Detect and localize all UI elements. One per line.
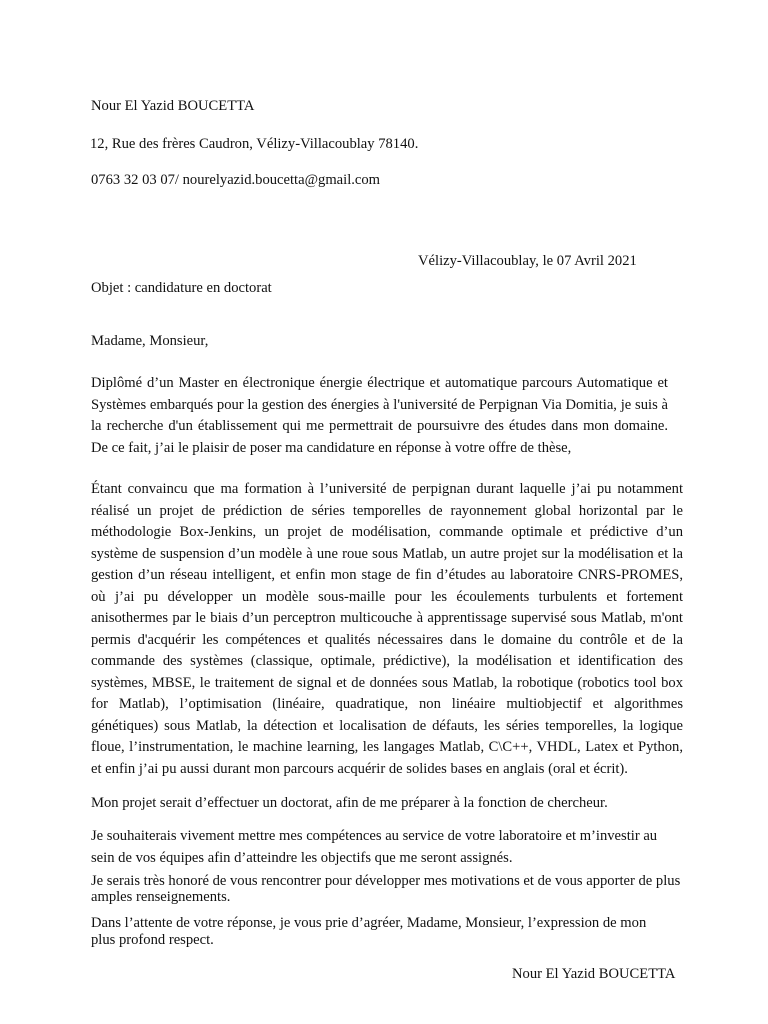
- paragraph-intro: Diplômé d’un Master en électronique énergie électrique et automatique parcours Automatique et Systèmes embarqués pour la gestion des énergies à l'université de Perpignan Via Domitia, je suis à la recherche d'un établissement qui me permettrait de poursuivre des études dans mon domaine. De ce fait, j’ai le plaisir de poser ma candidature en réponse à votre offre de thèse,: [91, 375, 668, 456]
- paragraph-skills: Étant convaincu que ma formation à l’université de perpignan durant laquelle j’ai pu notamment réalisé un projet de prédiction de séries temporelles de rayonnement global horizontal par le méthodologie Box-Jenkins, un projet de modélisation, commande optimale et prédictive d’un système de suspension d’un modèle à une roue sous Matlab, un autre projet sur la modélisation et la gestion d’un réseau intelligent, et enfin mon stage de fin d’études au laboratoire CNRS-PROMES, où j’ai pu développer un modèle sous-maille pour les écoulements turbulents et fortement anisothermes par le biais d’un perceptron multicouche à apprentissage supervisé sous Matlab, m'ont permis d'acquérir les compétences et qualités nécessaires dans le domaine du contrôle et de la commande des systèmes (classique, optimale, prédictive), la modélisation et identification des systèmes, MBSE, le traitement de signal et de données sous Matlab, la robotique (robotics tool box for Matlab), l’optimisation (linéaire, quadratique, non linéaire multiobjectif et algorithmes génétiques) sous Matlab, la détection et localisation de défauts, les séries temporelles, la logique floue, l’instrumentation, le machine learning, les langages Matlab, C\C++, VHDL, Latex et Python, et enfin j’ai pu aussi durant mon parcours acquérir de solides bases en anglais (oral et écrit).: [91, 481, 683, 777]
- subject-line: Objet : candidature en doctorat: [91, 280, 272, 296]
- sender-name: Nour El Yazid BOUCETTA: [91, 98, 255, 114]
- paragraph-closing: Dans l’attente de votre réponse, je vous prie d’agréer, Madame, Monsieur, l’expression de mon plus profond respect.: [91, 915, 647, 948]
- place-date: Vélizy-Villacoublay, le 07 Avril 2021: [418, 253, 637, 269]
- paragraph-meeting: Je serais très honoré de vous rencontrer pour développer mes motivations et de vous apporter de plus amples renseignements.: [91, 873, 681, 905]
- salutation: Madame, Monsieur,: [91, 333, 209, 349]
- signature: Nour El Yazid BOUCETTA: [512, 966, 676, 982]
- paragraph-commitment: Je souhaiterais vivement mettre mes compétences au service de votre laboratoire et m’investir au sein de vos équipes afin d’atteindre les objectifs que me seront assignés.: [91, 828, 658, 866]
- paragraph-project: Mon projet serait d’effectuer un doctorat, afin de me préparer à la fonction de chercheur.: [91, 795, 608, 811]
- sender-address: 12, Rue des frères Caudron, Vélizy-Villacoublay 78140.: [90, 136, 419, 152]
- sender-contact: 0763 32 03 07/ nourelyazid.boucetta@gmail.com: [91, 172, 381, 188]
